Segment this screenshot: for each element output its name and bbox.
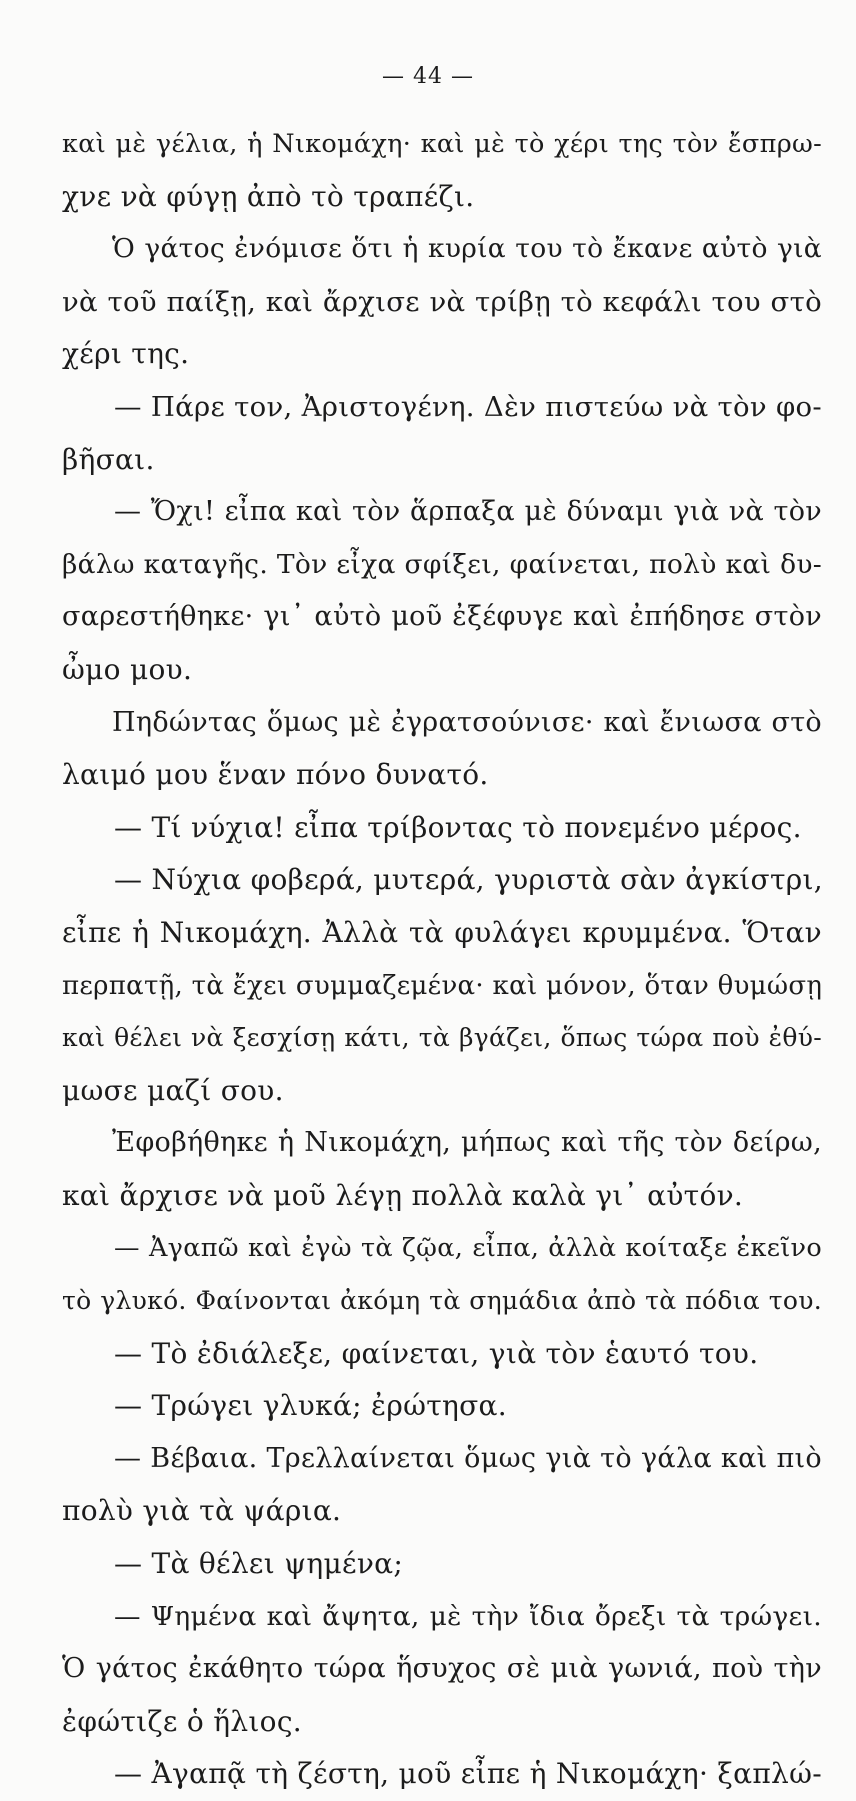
text-line: — Τρώγει γλυκά; ἐρώτησα.	[114, 1389, 507, 1423]
text-line: σαρεστήθηκε· γι᾽ αὐτὸ μοῦ ἐξέφυγε καὶ ἐπήδησε στὸν	[62, 601, 822, 633]
text-line: — Ὄχι! εἶπα καὶ τὸν ἅρπαξα μὲ δύναμι γιὰ νὰ τὸν	[114, 496, 822, 528]
text-line: χνε νὰ φύγῃ ἀπὸ τὸ τραπέζι.	[62, 179, 475, 213]
text-line: μωσε μαζί σου.	[62, 1073, 284, 1107]
text-line: — Τί νύχια! εἶπα τρίβοντας τὸ πονεμένο μέρος.	[114, 810, 802, 844]
body-text	[62, 118, 822, 1801]
text-line: τὸ γλυκό. Φαίνονται ἀκόμη τὰ σημάδια ἀπὸ τὰ πόδια του.	[62, 1286, 822, 1316]
text-line: καὶ θέλει νὰ ξεσχίσῃ κάτι, τὰ βγάζει, ὅπως τώρα ποὺ ἐθύ-	[62, 1023, 822, 1053]
text-line: ὦμο μου.	[62, 652, 193, 686]
text-line: — Τὰ θέλει ψημένα;	[114, 1547, 404, 1581]
text-line: καὶ ἄρχισε νὰ μοῦ λέγῃ πολλὰ καλὰ γι᾽ αὐτόν.	[62, 1178, 744, 1212]
text-line: ἐφώτιζε ὁ ἥλιος.	[62, 1704, 303, 1738]
text-line: λαιμό μου ἕναν πόνο δυνατό.	[62, 758, 489, 792]
text-line: — Νύχια φοβερά, μυτερά, γυριστὰ σὰν ἀγκίστρι,	[114, 863, 824, 897]
text-line: — Πάρε τον, Ἀριστογένη. Δὲν πιστεύω νὰ τὸν φο-	[114, 390, 822, 423]
text-line: βάλω καταγῆς. Τὸν εἶχα σφίξει, φαίνεται, πολὺ καὶ δυ-	[62, 548, 822, 580]
page-number: — 44 —	[382, 64, 474, 89]
text-line: Ἐφοβήθηκε ἡ Νικομάχη, μήπως καὶ τῆς τὸν δείρω,	[112, 1127, 822, 1159]
text-line: — Βέβαια. Τρελλαίνεται ὅμως γιὰ τὸ γάλα καὶ πιὸ	[114, 1442, 822, 1474]
text-line: Πηδώντας ὅμως μὲ ἐγρατσούνισε· καὶ ἔνιωσα στὸ	[112, 706, 822, 738]
text-line: Ὁ γάτος ἐνόμισε ὅτι ἡ κυρία του τὸ ἔκανε αὐτὸ γιὰ	[112, 233, 822, 265]
text-line: εἶπε ἡ Νικομάχη. Ἀλλὰ τὰ φυλάγει κρυμμένα. Ὅταν	[62, 915, 822, 949]
text-line: νὰ τοῦ παίξῃ, καὶ ἄρχισε νὰ τρίβῃ τὸ κεφάλι του στὸ	[62, 285, 822, 318]
text-line: καὶ μὲ γέλια, ἡ Νικομάχη· καὶ μὲ τὸ χέρι της τὸν ἔσπρω-	[62, 129, 822, 159]
text-line: πολὺ γιὰ τὰ ψάρια.	[62, 1494, 342, 1528]
text-line: — Ψημένα καὶ ἄψητα, μὲ τὴν ἴδια ὄρεξι τὰ τρώγει.	[114, 1600, 822, 1632]
text-line: Ὁ γάτος ἐκάθητο τώρα ἥσυχος σὲ μιὰ γωνιά, ποὺ τὴν	[62, 1653, 822, 1685]
text-line: — Τὸ ἐδιάλεξε, φαίνεται, γιὰ τὸν ἑαυτό του.	[114, 1336, 759, 1370]
text-line: χέρι της.	[62, 337, 190, 371]
text-line: βῆσαι.	[62, 442, 155, 476]
text-line: — Ἀγαπῶ καὶ ἐγὼ τὰ ζῷα, εἶπα, ἀλλὰ κοίταξε ἐκεῖνο	[114, 1233, 822, 1264]
text-line: περπατῇ, τὰ ἔχει συμμαζεμένα· καὶ μόνον, ὅταν θυμώσῃ	[62, 970, 823, 1001]
text-line: — Ἀγαπᾷ τὴ ζέστη, μοῦ εἶπε ἡ Νικομάχη· ξαπλώ-	[114, 1757, 822, 1791]
